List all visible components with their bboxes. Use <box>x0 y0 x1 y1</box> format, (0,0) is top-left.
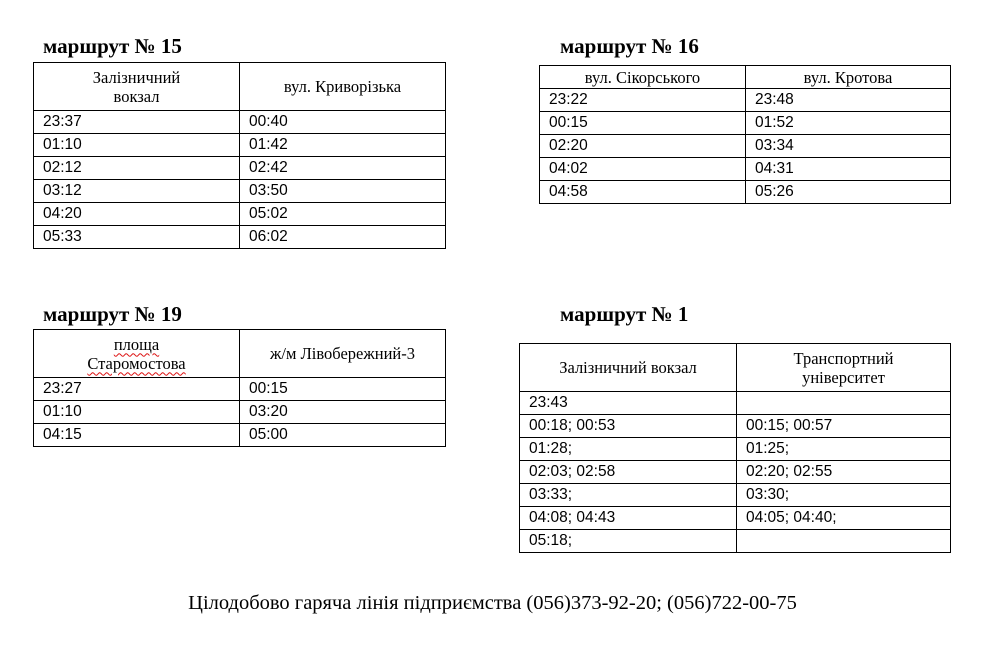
departure-time-cell: 23:43 <box>520 392 737 415</box>
table-row <box>540 89 951 112</box>
route-16-title: маршрут № 16 <box>560 34 699 58</box>
return-time-cell: 01:42 <box>240 134 446 157</box>
route-19-table <box>33 329 446 447</box>
departure-time-cell: 04:02 <box>540 158 746 181</box>
departure-time-cell: 01:10 <box>34 134 240 157</box>
return-time-cell: 23:48 <box>746 89 951 112</box>
departure-time-cell: 05:33 <box>34 226 240 249</box>
route-16-header-from: вул. Сікорського <box>540 66 746 89</box>
route-1-table <box>519 343 951 553</box>
return-time-cell: 01:52 <box>746 112 951 135</box>
table-row <box>34 180 446 203</box>
table-row <box>34 226 446 249</box>
return-time-cell: 02:20; 02:55 <box>737 461 951 484</box>
return-time-cell: 02:42 <box>240 157 446 180</box>
departure-time-cell: 23:27 <box>34 378 240 401</box>
table-row <box>34 157 446 180</box>
departure-time-cell: 02:12 <box>34 157 240 180</box>
return-time-cell <box>737 392 951 415</box>
route-15-table <box>33 62 446 249</box>
return-time-cell: 05:26 <box>746 181 951 204</box>
return-time-cell: 05:00 <box>240 424 446 447</box>
table-row <box>540 135 951 158</box>
return-time-cell: 03:50 <box>240 180 446 203</box>
departure-time-cell: 04:20 <box>34 203 240 226</box>
return-time-cell: 03:20 <box>240 401 446 424</box>
departure-time-cell: 01:10 <box>34 401 240 424</box>
return-time-cell: 06:02 <box>240 226 446 249</box>
return-time-cell: 03:30; <box>737 484 951 507</box>
return-time-cell: 03:34 <box>746 135 951 158</box>
return-time-cell: 00:15 <box>240 378 446 401</box>
departure-time-cell: 00:15 <box>540 112 746 135</box>
departure-time-cell: 23:37 <box>34 111 240 134</box>
route-15-title: маршрут № 15 <box>43 34 182 58</box>
route-19-header-from: площа Старомостова <box>34 330 240 378</box>
table-row <box>34 203 446 226</box>
departure-time-cell: 05:18; <box>520 530 737 553</box>
table-row <box>520 392 951 415</box>
table-row <box>34 401 446 424</box>
route-16-header-to: вул. Кротова <box>746 66 951 89</box>
return-time-cell: 01:25; <box>737 438 951 461</box>
table-row <box>520 530 951 553</box>
route-15-header-from: Залізничний вокзал <box>34 63 240 111</box>
table-row <box>34 378 446 401</box>
return-time-cell: 00:15; 00:57 <box>737 415 951 438</box>
route-16-table <box>539 65 951 204</box>
hotline-footer: Цілодобово гаряча лінія підприємства (056)373-92-20; (056)722-00-75 <box>188 592 797 614</box>
departure-time-cell: 03:33; <box>520 484 737 507</box>
return-time-cell <box>737 530 951 553</box>
departure-time-cell: 04:15 <box>34 424 240 447</box>
table-row <box>34 134 446 157</box>
return-time-cell: 05:02 <box>240 203 446 226</box>
departure-time-cell: 03:12 <box>34 180 240 203</box>
departure-time-cell: 00:18; 00:53 <box>520 415 737 438</box>
departure-time-cell: 04:08; 04:43 <box>520 507 737 530</box>
table-row <box>520 415 951 438</box>
table-row <box>520 461 951 484</box>
return-time-cell: 04:05; 04:40; <box>737 507 951 530</box>
departure-time-cell: 04:58 <box>540 181 746 204</box>
departure-time-cell: 01:28; <box>520 438 737 461</box>
table-row <box>520 507 951 530</box>
route-19-title: маршрут № 19 <box>43 302 182 326</box>
route-1-header-to: Транспортний університет <box>737 344 951 392</box>
departure-time-cell: 02:20 <box>540 135 746 158</box>
route-15-header-to: вул. Криворізька <box>240 63 446 111</box>
route-1-title: маршрут № 1 <box>560 302 689 326</box>
route-19-header-to: ж/м Лівобережний-3 <box>240 330 446 378</box>
table-row <box>540 181 951 204</box>
table-row <box>34 111 446 134</box>
return-time-cell: 00:40 <box>240 111 446 134</box>
departure-time-cell: 23:22 <box>540 89 746 112</box>
table-row <box>540 158 951 181</box>
table-row <box>540 112 951 135</box>
route-1-header-from: Залізничний вокзал <box>520 344 737 392</box>
departure-time-cell: 02:03; 02:58 <box>520 461 737 484</box>
return-time-cell: 04:31 <box>746 158 951 181</box>
table-row <box>520 484 951 507</box>
table-row <box>34 424 446 447</box>
table-row <box>520 438 951 461</box>
